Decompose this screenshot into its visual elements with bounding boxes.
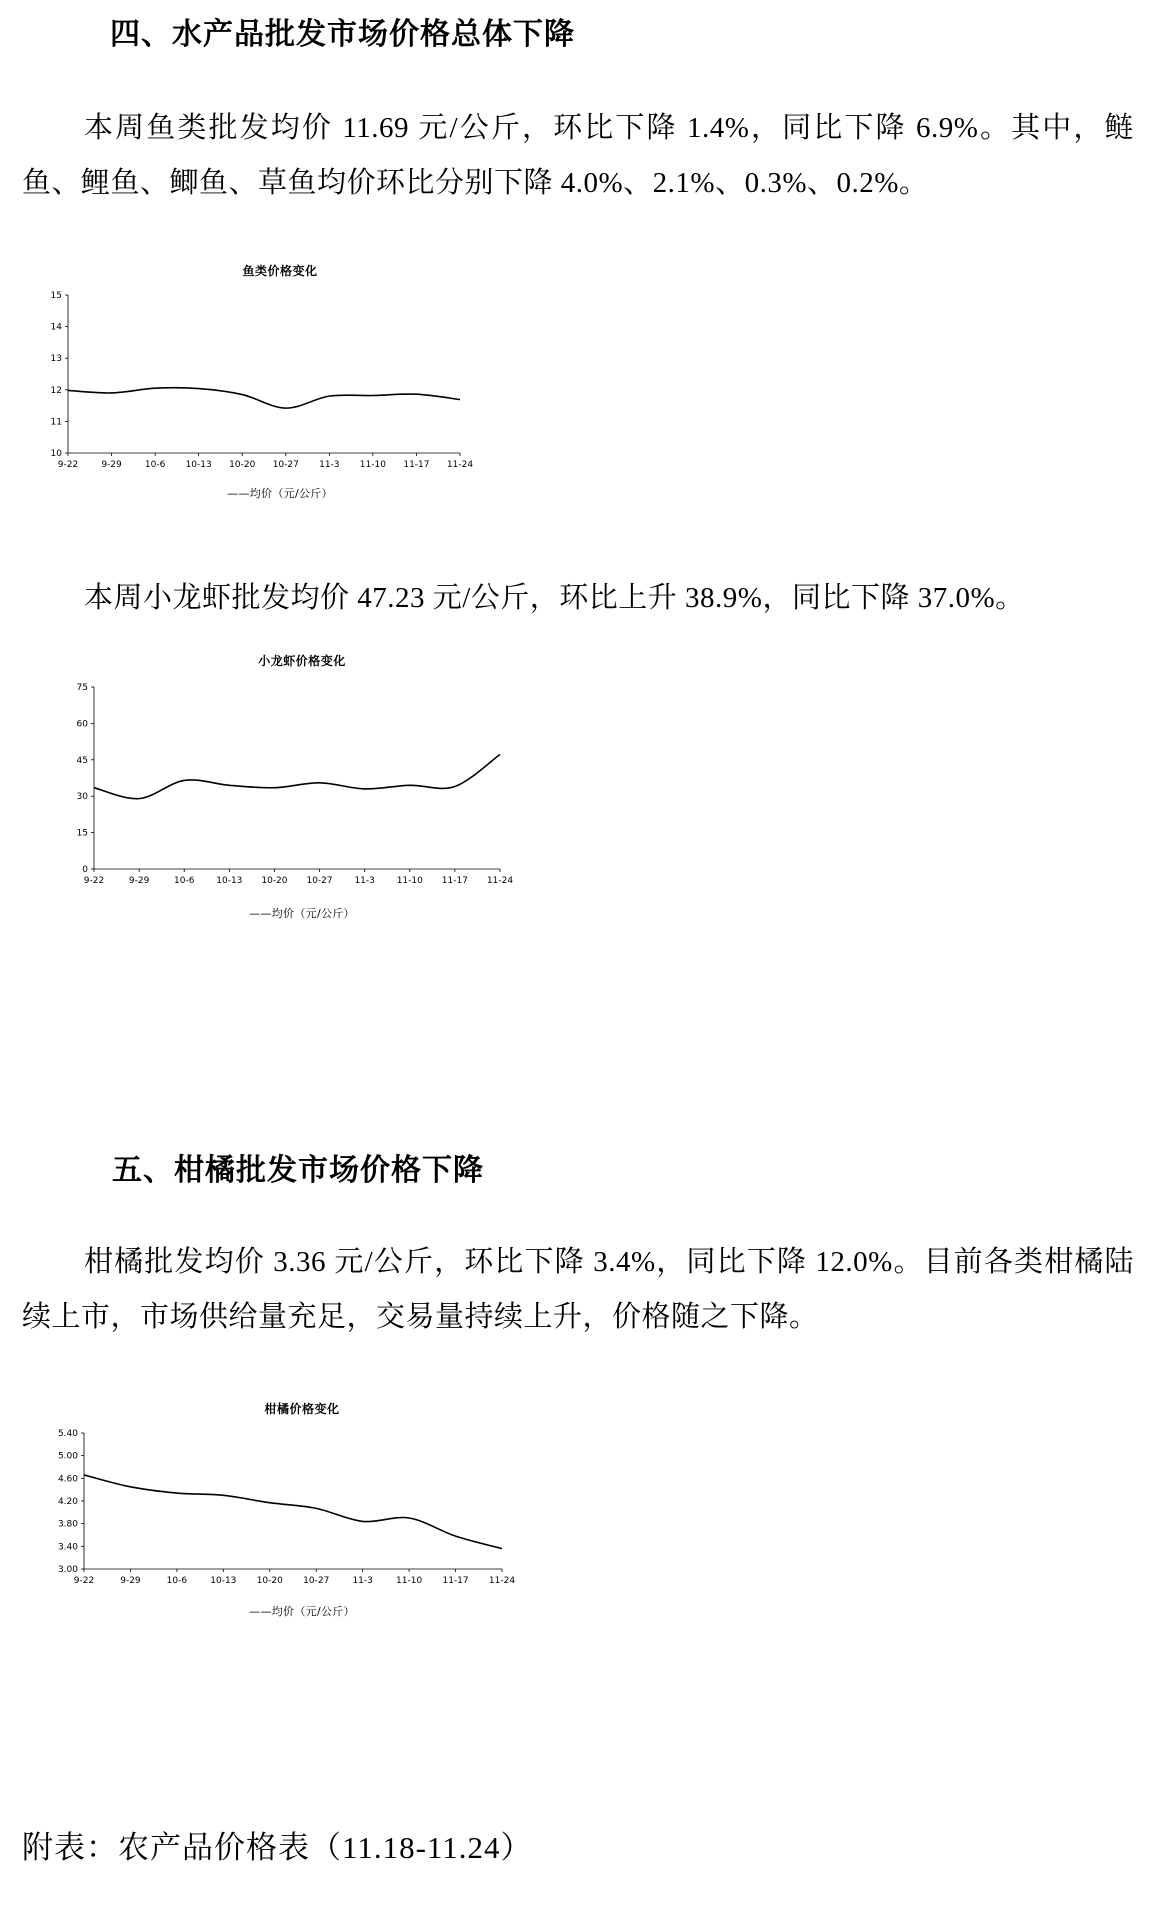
svg-text:10-27: 10-27 xyxy=(306,876,333,886)
appendix-note: 附表：农产品价格表（11.18-11.24） xyxy=(22,1830,533,1865)
chart-svg-fish xyxy=(20,283,520,483)
chart-title-crayfish: 小龙虾价格变化 xyxy=(258,654,346,668)
svg-text:9-22: 9-22 xyxy=(57,460,79,470)
svg-text:11-10: 11-10 xyxy=(396,876,423,886)
svg-text:11-17: 11-17 xyxy=(442,1576,469,1586)
svg-text:9-29: 9-29 xyxy=(128,876,150,886)
svg-text:5.00: 5.00 xyxy=(57,1451,78,1462)
svg-text:11-3: 11-3 xyxy=(354,876,375,886)
svg-text:10-27: 10-27 xyxy=(303,1576,330,1586)
svg-text:30: 30 xyxy=(76,792,88,803)
paragraph-crayfish-prices: 本周小龙虾批发均价 47.23 元/公斤，环比上升 38.9%，同比下降 37.0%。 xyxy=(84,582,1025,614)
chart-fish-price-change xyxy=(20,262,540,501)
chart-crayfish-price-change xyxy=(42,652,562,921)
svg-text:15: 15 xyxy=(50,291,62,301)
svg-text:11-17: 11-17 xyxy=(441,876,468,886)
svg-text:10-20: 10-20 xyxy=(261,876,288,886)
page-title-section-five: 五、柑橘批发市场价格下降 xyxy=(112,1153,484,1188)
svg-text:3.40: 3.40 xyxy=(57,1542,78,1553)
svg-text:15: 15 xyxy=(76,828,88,839)
svg-text:3.80: 3.80 xyxy=(57,1519,78,1530)
svg-text:12: 12 xyxy=(50,385,62,396)
page-title-section-four: 四、水产品批发市场价格总体下降 xyxy=(110,17,575,52)
svg-text:10-13: 10-13 xyxy=(210,1576,237,1586)
svg-text:45: 45 xyxy=(76,755,88,766)
svg-text:11-10: 11-10 xyxy=(396,1576,423,1586)
svg-text:10-20: 10-20 xyxy=(256,1576,283,1586)
svg-text:60: 60 xyxy=(76,719,88,730)
chart-legend-fish: ——均价（元/公斤） xyxy=(227,487,333,500)
chart-legend-citrus: ——均价（元/公斤） xyxy=(249,1605,355,1618)
svg-text:14: 14 xyxy=(50,322,62,333)
chart-legend-crayfish: ——均价（元/公斤） xyxy=(249,907,355,920)
svg-text:3.00: 3.00 xyxy=(57,1565,78,1575)
svg-text:75: 75 xyxy=(76,683,88,693)
chart-title-fish: 鱼类价格变化 xyxy=(242,264,318,278)
svg-text:11-24: 11-24 xyxy=(486,876,514,886)
svg-text:10-6: 10-6 xyxy=(174,876,195,886)
svg-text:0: 0 xyxy=(82,865,88,875)
svg-text:11-3: 11-3 xyxy=(319,460,340,470)
svg-text:9-22: 9-22 xyxy=(83,876,105,886)
chart-title-citrus: 柑橘价格变化 xyxy=(264,1402,340,1416)
svg-text:11-3: 11-3 xyxy=(352,1576,373,1586)
svg-text:5.40: 5.40 xyxy=(57,1429,78,1439)
chart-svg-citrus xyxy=(22,1421,562,1601)
svg-text:11-24: 11-24 xyxy=(446,460,474,470)
svg-text:9-29: 9-29 xyxy=(101,460,122,470)
svg-text:9-29: 9-29 xyxy=(120,1576,141,1586)
svg-text:11-17: 11-17 xyxy=(403,460,430,470)
svg-text:10-27: 10-27 xyxy=(272,460,299,470)
svg-text:11-24: 11-24 xyxy=(488,1576,516,1586)
svg-text:10: 10 xyxy=(50,449,62,459)
svg-text:10-13: 10-13 xyxy=(216,876,243,886)
svg-text:13: 13 xyxy=(50,354,62,365)
svg-text:10-6: 10-6 xyxy=(166,1576,188,1586)
svg-text:9-22: 9-22 xyxy=(73,1576,95,1586)
svg-text:10-13: 10-13 xyxy=(185,460,212,470)
svg-text:11: 11 xyxy=(50,417,62,428)
chart-svg-crayfish xyxy=(42,673,542,903)
svg-text:11-10: 11-10 xyxy=(359,460,386,470)
paragraph-fish-prices: 本周鱼类批发均价 11.69 元/公斤，环比下降 1.4%，同比下降 6.9%。其中，鲢鱼、鲤鱼、鲫鱼、草鱼均价环比分别下降 4.0%、2.1%、0.3%、0.2%。 xyxy=(22,112,1134,199)
svg-text:4.20: 4.20 xyxy=(57,1497,78,1507)
chart-canvas-citrus xyxy=(22,1421,582,1601)
chart-citrus-price-change xyxy=(22,1400,582,1619)
svg-text:10-20: 10-20 xyxy=(229,460,256,470)
chart-canvas-fish xyxy=(20,283,540,483)
paragraph-citrus-prices: 柑橘批发均价 3.36 元/公斤，环比下降 3.4%，同比下降 12.0%。目前各类柑橘陆续上市，市场供给量充足，交易量持续上升，价格随之下降。 xyxy=(22,1246,1134,1333)
chart-canvas-crayfish xyxy=(42,673,562,903)
svg-text:4.60: 4.60 xyxy=(57,1474,78,1485)
svg-text:10-6: 10-6 xyxy=(144,460,166,470)
